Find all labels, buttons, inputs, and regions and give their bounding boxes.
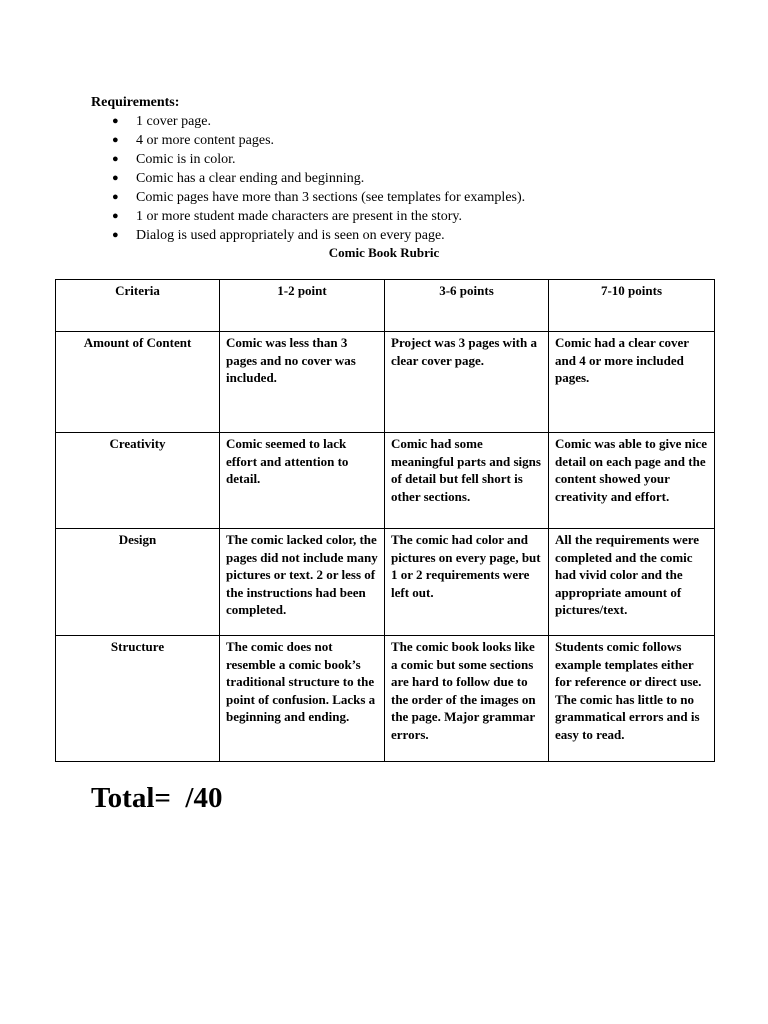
bullet-icon: ● xyxy=(112,115,119,127)
criteria-cell: Structure xyxy=(56,636,220,762)
table-row xyxy=(56,636,715,762)
total-score-line: Total= /40 xyxy=(91,782,223,814)
rubric-title: Comic Book Rubric xyxy=(328,245,440,260)
list-item xyxy=(112,169,525,188)
header-cell-high: 7-10 points xyxy=(549,280,715,332)
mid-score-cell: The comic book looks like a comic but some sections are hard to follow due to the order of the images on the page. Major grammar errors. xyxy=(385,636,549,762)
requirement-text: Dialog is used appropriately and is seen on every page. xyxy=(136,228,445,243)
header-cell-low: 1-2 point xyxy=(220,280,385,332)
list-item xyxy=(112,112,525,131)
criteria-cell: Creativity xyxy=(56,433,220,529)
high-score-cell: All the requirements were completed and the comic had vivid color and the appropriate amount of pictures/text. xyxy=(549,529,715,636)
bullet-icon: ● xyxy=(112,229,119,241)
table-row xyxy=(56,433,715,529)
requirements-heading: Requirements: xyxy=(91,95,180,110)
requirements-list xyxy=(112,112,525,245)
bullet-icon: ● xyxy=(112,153,119,165)
requirement-text: 4 or more content pages. xyxy=(136,133,275,148)
high-score-cell: Comic was able to give nice detail on each page and the content showed your creativity and effort. xyxy=(549,433,715,529)
table-row xyxy=(56,529,715,636)
low-score-cell: Comic was less than 3 pages and no cover was included. xyxy=(220,332,385,433)
criteria-cell: Design xyxy=(56,529,220,636)
list-item xyxy=(112,150,525,169)
requirement-text: Comic is in color. xyxy=(136,152,236,167)
requirement-text: Comic has a clear ending and beginning. xyxy=(136,171,365,186)
requirement-text: 1 or more student made characters are present in the story. xyxy=(136,209,463,224)
criteria-cell: Amount of Content xyxy=(56,332,220,433)
table-header-row xyxy=(56,280,715,332)
high-score-cell: Students comic follows example templates either for reference or direct use. The comic has little to no grammatical errors and is easy to read. xyxy=(549,636,715,762)
bullet-icon: ● xyxy=(112,210,119,222)
bullet-icon: ● xyxy=(112,134,119,146)
low-score-cell: The comic does not resemble a comic book’s traditional structure to the point of confusion. Lacks a beginning and ending. xyxy=(220,636,385,762)
list-item xyxy=(112,226,525,245)
header-cell-mid: 3-6 points xyxy=(385,280,549,332)
list-item xyxy=(112,131,525,150)
low-score-cell: Comic seemed to lack effort and attention to detail. xyxy=(220,433,385,529)
header-cell-criteria: Criteria xyxy=(56,280,220,332)
low-score-cell: The comic lacked color, the pages did not include many pictures or text. 2 or less of the instructions had been completed. xyxy=(220,529,385,636)
requirement-text: Comic pages have more than 3 sections (see templates for examples). xyxy=(136,190,526,205)
mid-score-cell: Project was 3 pages with a clear cover page. xyxy=(385,332,549,433)
mid-score-cell: The comic had color and pictures on every page, but 1 or 2 requirements were left out. xyxy=(385,529,549,636)
mid-score-cell: Comic had some meaningful parts and signs of detail but fell short is other sections. xyxy=(385,433,549,529)
rubric-table xyxy=(55,279,715,762)
high-score-cell: Comic had a clear cover and 4 or more included pages. xyxy=(549,332,715,433)
bullet-icon: ● xyxy=(112,172,119,184)
table-row xyxy=(56,332,715,433)
list-item xyxy=(112,188,525,207)
requirement-text: 1 cover page. xyxy=(136,114,212,129)
list-item xyxy=(112,207,525,226)
bullet-icon: ● xyxy=(112,191,119,203)
